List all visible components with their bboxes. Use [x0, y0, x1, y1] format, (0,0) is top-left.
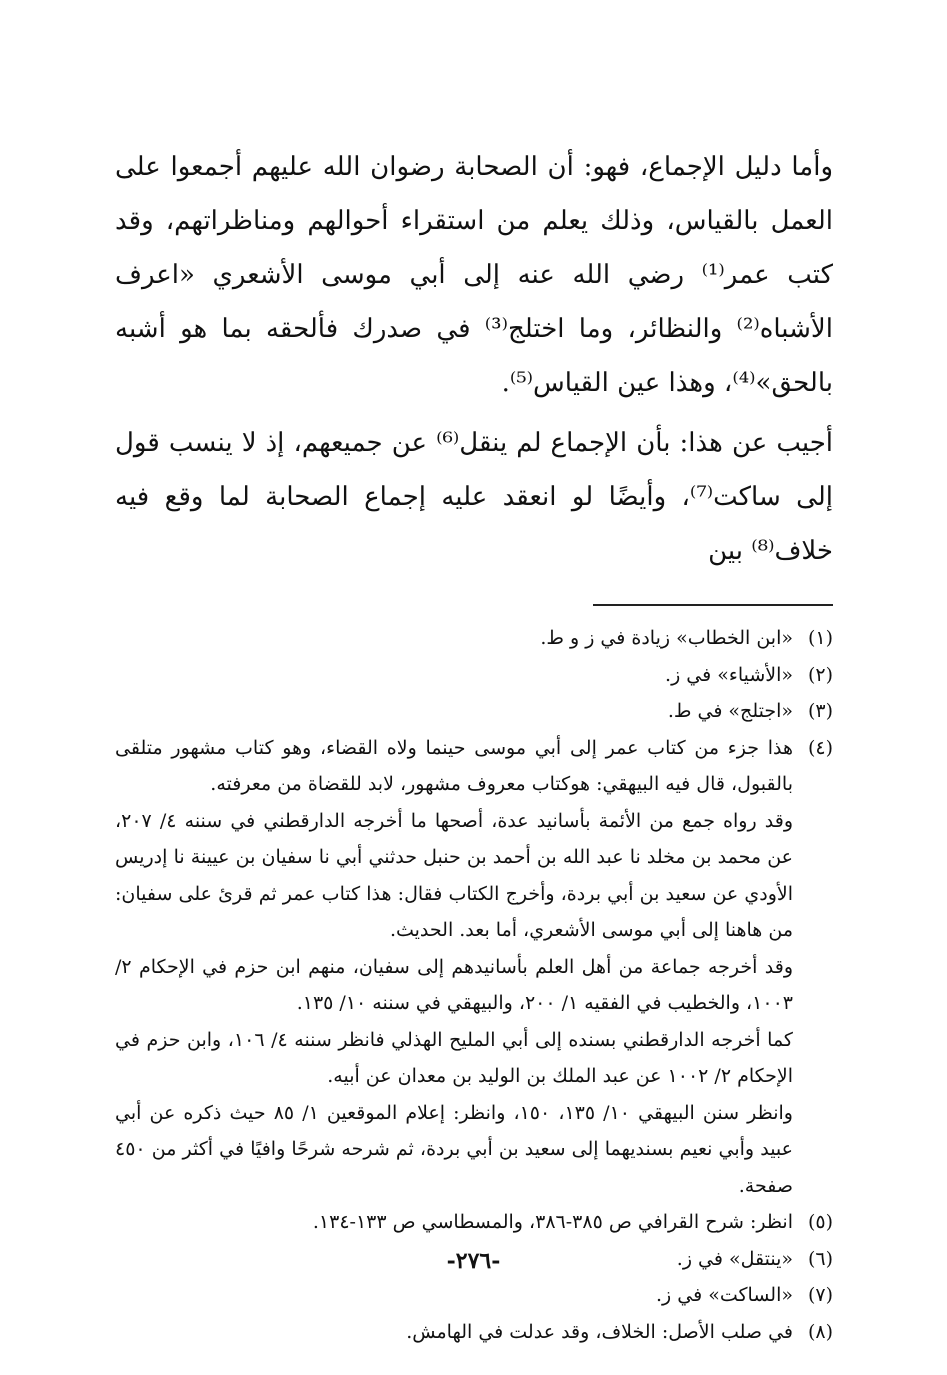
footnote-number: (٢) — [807, 663, 833, 686]
footnote-paragraph: وانظر سنن البيهقي ١٠/ ١٣٥، ١٥٠، وانظر: إعلام الموقعين ١/ ٨٥ حيث ذكره عن أبي عبيد وأبي نعيم بسنديهما إلى سعيد بن أبي بردة، ثم شرحه شرحًا وافيًا في أكثر من ٤٥٠ صفحة. — [115, 1101, 793, 1197]
footnote-line: «الساكت» في ز. — [656, 1284, 793, 1306]
footnote-2 — [115, 657, 833, 694]
footnote-number: (٨) — [807, 1320, 833, 1343]
footnote-number: (٣) — [807, 700, 833, 722]
footnote-paragraph: وقد أخرجه جماعة من أهل العلم بأسانيدهم إلى سفيان، منهم ابن حزم في الإحكام ٢/ ١٠٠٣، والخطيب في الفقيه ١/ ٢٠٠، والبيهقي في سننه ١٠/ ١٣٥. — [115, 955, 793, 1014]
footnote-line: انظر: شرح القرافي ص ٣٨٥-٣٨٦، والمسطاسي ص ١٣٣-١٣٤. — [312, 1211, 793, 1233]
footnote-line: «الأشياء» في ز. — [665, 663, 793, 686]
footnote-4 — [115, 730, 833, 1205]
footnote-line: «ابن الخطاب» زيادة في ز و ط. — [540, 627, 793, 649]
footnote-number: (٥) — [807, 1211, 833, 1233]
footnote-text — [115, 1277, 793, 1314]
footnote-text — [115, 620, 793, 657]
footnote-7 — [115, 1277, 833, 1314]
footnote-8 — [115, 1314, 833, 1351]
footnote-paragraph: كما أخرجه الدارقطني بسنده إلى أبي المليح الهذلي فانظر سننه ٤/ ١٠٦، وابن حزم في الإحكام ٢/ ١٠٠٢ عن عبد الملك بن الوليد بن معدان عن أبيه. — [115, 1028, 793, 1087]
footnote-paragraph: وقد رواه جمع من الأئمة بأسانيد عدة، أصحها ما أخرجه الدارقطني في سننه ٤/ ٢٠٧، عن محمد بن مخلد نا عبد الله بن أحمد بن حنبل حدثني أبي نا سفيان بن عيينة نا إدريس الأودي عن سعيد بن أبي بردة، وأخرج الكتاب فقال: هذا كتاب عمر ثم قرئ على سفيان: من هاهنا إلى أبي موسى الأشعري، أما بعد. الحديث. — [115, 809, 793, 941]
footnote-separator — [593, 604, 833, 606]
footnote-3 — [115, 693, 833, 730]
footnotes-list — [115, 620, 833, 1350]
footnote-number: (٧) — [807, 1284, 833, 1306]
footnote-1 — [115, 620, 833, 657]
footnote-text — [115, 1204, 793, 1241]
body-paragraph-2: أجيب عن هذا: بأن الإجماع لم ينقل⁽⁶⁾ عن جميعهم، إذ لا ينسب قول إلى ساكت⁽⁷⁾، وأيضًا لو انعقد عليه إجماع الصحابة لما وقع فيه خلاف⁽⁸⁾ بين — [115, 428, 833, 566]
footnote-paragraph: هذا جزء من كتاب عمر إلى أبي موسى حينما ولاه القضاء، وهو كتاب مشهور متلقى بالقبول، قال فيه البيهقي: هوكتاب معروف مشهور، لابد للقضاة من معرفته. — [115, 736, 793, 795]
footnote-text — [115, 730, 793, 1205]
footnote-number: (٦) — [807, 1247, 833, 1270]
footnote-text — [115, 1314, 793, 1351]
page-number: -٢٧٦- — [446, 1248, 501, 1274]
footnote-line: «ينتقل» في ز. — [676, 1247, 793, 1270]
body-paragraph-1: وأما دليل الإجماع، فهو: أن الصحابة رضوان الله عليهم أجمعوا على العمل بالقياس، وذلك يعلم من استقراء أحوالهم ومناظراتهم، وقد كتب عمر⁽¹⁾ رضي الله عنه إلى أبي موسى الأشعري «اعرف الأشباه⁽²⁾ والنظائر، وما اختلج⁽³⁾ في صدرك فألحقه بما هو أشبه بالحق»⁽⁴⁾، وهذا عين القياس⁽⁵⁾. — [115, 152, 833, 398]
footnote-5 — [115, 1204, 833, 1241]
document-page — [115, 140, 833, 1343]
footnote-text — [115, 693, 793, 730]
footnote-text — [115, 657, 793, 694]
footnote-line: «اجتلج» في ط. — [667, 700, 793, 722]
footnote-number: (٤) — [807, 736, 833, 759]
footnote-line: في صلب الأصل: الخلاف، وقد عدلت في الهامش. — [406, 1320, 793, 1343]
footnote-number: (١) — [807, 627, 833, 649]
main-text — [115, 140, 833, 578]
